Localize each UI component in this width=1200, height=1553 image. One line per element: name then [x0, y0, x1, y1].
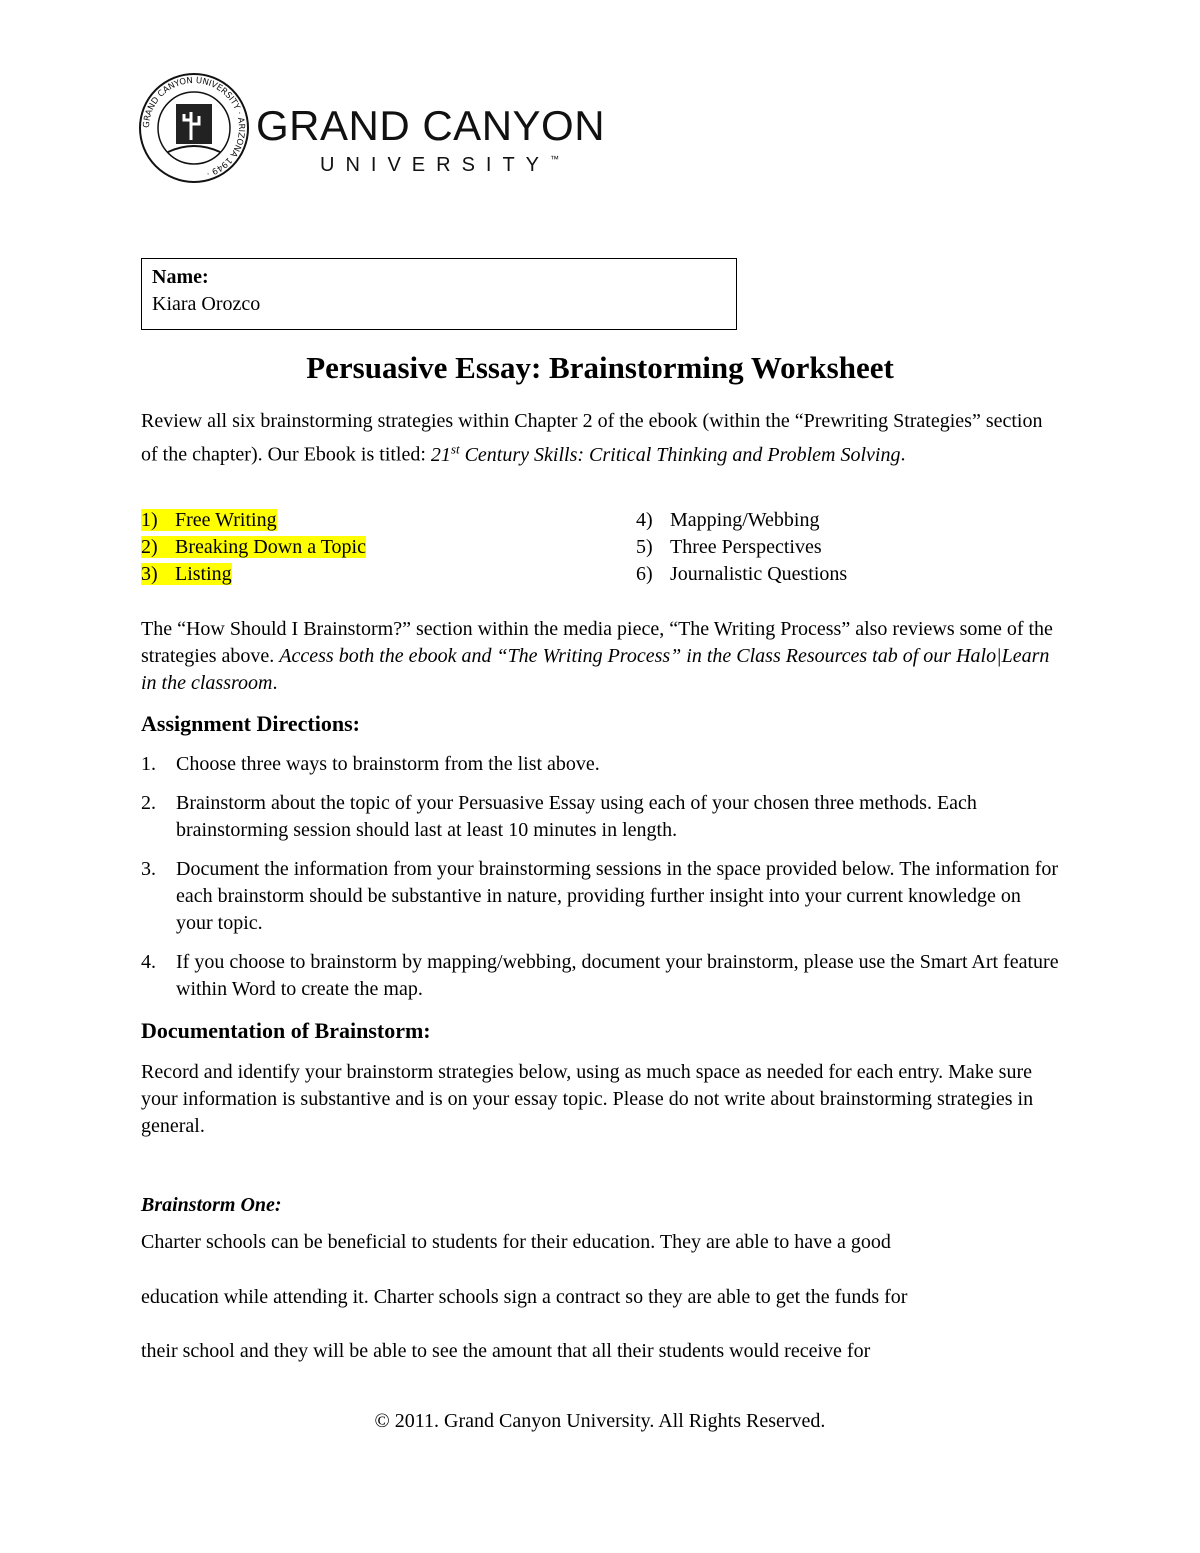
strategy-list-left — [141, 507, 366, 588]
brainstorm-one-heading: Brainstorm One: — [141, 1194, 282, 1216]
list-item: 2) Breaking Down a Topic — [141, 536, 366, 558]
brainstorm-line: their school and they will be able to see the amount that all their students would receive for — [141, 1340, 871, 1362]
name-value: Kiara Orozco — [152, 293, 261, 315]
university-seal-logo — [138, 72, 250, 184]
documentation-heading: Documentation of Brainstorm: — [141, 1018, 431, 1043]
direction-item-1: 1. Choose three ways to brainstorm from the list above. — [141, 753, 600, 775]
list-item: 4) Mapping/Webbing — [636, 509, 820, 531]
page-title: Persuasive Essay: Brainstorming Worksheet — [306, 350, 894, 385]
list-item: 6) Journalistic Questions — [636, 563, 848, 585]
svg-text:GRAND CANYON UNIVERSITY · ARIZ: GRAND CANYON UNIVERSITY · ARIZONA 1949 · — [141, 75, 247, 179]
direction-item-2: 2. Brainstorm about the topic of your Persuasive Essay using each of your chosen three methods. Each brainstorming session should last at least 10 minutes in length. — [141, 792, 977, 841]
brainstorm-line: education while attending it. Charter schools sign a contract so they are able to get the funds for — [141, 1286, 908, 1308]
list-item: 3) Listing — [141, 563, 232, 585]
list-item: 1) Free Writing — [141, 509, 277, 531]
brainstorm-line: Charter schools can be beneficial to students for their education. They are able to have a good — [141, 1231, 891, 1253]
documentation-paragraph: Record and identify your brainstorm strategies below, using as much space as needed for each entry. Make sure your information is substantive and is on your essay topic. Please do not write about brainstorming strategies in general. — [141, 1061, 1034, 1137]
copyright-footer: © 2011. Grand Canyon University. All Rights Reserved. — [374, 1410, 826, 1432]
direction-item-4: 4. If you choose to brainstorm by mapping/webbing, document your brainstorm, please use the Smart Art feature within Word to create the map. — [141, 951, 1059, 1000]
name-label: Name: — [152, 266, 209, 288]
list-item: 5) Three Perspectives — [636, 536, 822, 558]
logo-wordmark-line2: UNIVERSITY™ — [320, 154, 560, 176]
media-paragraph: The “How Should I Brainstorm?” section within the media piece, “The Writing Process” also reviews some of the strategies above. Access both the ebook and “The Writing Process” in the Class Resources tab of our Halo|Learn in the classroom. — [141, 618, 1053, 694]
name-box — [141, 258, 737, 330]
logo-wordmark-line1: GRAND CANYON — [256, 102, 606, 149]
intro-paragraph: Review all six brainstorming strategies within Chapter 2 of the ebook (within the “Prewriting Strategies” section of the chapter). Our Ebook is titled: 21st Century Skills: Critical Thinking and Problem Solving. — [141, 410, 1043, 466]
ebook-title: 21st Century Skills: Critical Thinking and Problem Solving — [430, 441, 901, 466]
strategy-list-right — [636, 507, 847, 588]
direction-item-3: 3. Document the information from your brainstorming sessions in the space provided below. The information for each brainstorm should be substantive in nature, providing further insight into your current knowledge on your topic. — [141, 858, 1059, 934]
directions-heading: Assignment Directions: — [141, 711, 360, 736]
